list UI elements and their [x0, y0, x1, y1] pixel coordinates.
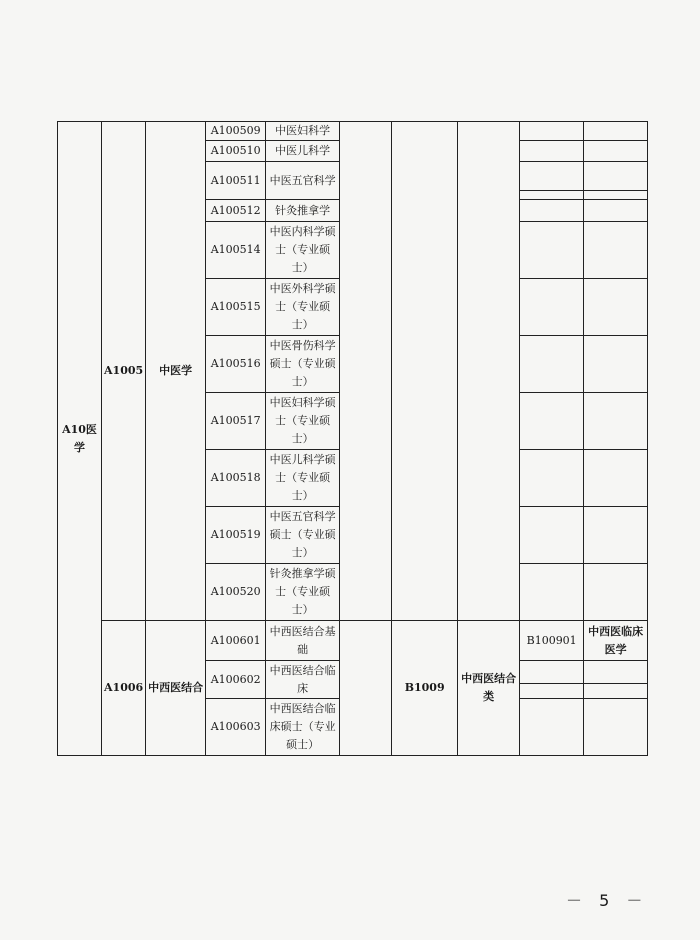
- sub-code-cell: [520, 122, 584, 141]
- item-name-cell: 中医骨伤科学硕士（专业硕士）: [266, 336, 340, 393]
- item-code-cell: A100601: [206, 621, 266, 661]
- sub-name-cell: [584, 699, 648, 756]
- sub-name-cell: [584, 200, 648, 222]
- sub-name-cell: 中西医临床医学: [584, 621, 648, 661]
- item-code-cell: A100602: [206, 661, 266, 699]
- sub-code-cell: [520, 141, 584, 162]
- item-code-cell: A100603: [206, 699, 266, 756]
- item-name-cell: 针灸推拿学硕士（专业硕士）: [266, 564, 340, 621]
- sub-code-cell: [520, 393, 584, 450]
- item-code-cell: A100510: [206, 141, 266, 162]
- sub-name-cell: [584, 222, 648, 279]
- item-name-cell: 中西医结合临床硕士（专业硕士）: [266, 699, 340, 756]
- item-name-cell: 中医五官科学硕士（专业硕士）: [266, 507, 340, 564]
- sub-code-cell: [520, 279, 584, 336]
- empty-cell: [340, 621, 392, 756]
- sub-name-cell: [584, 450, 648, 507]
- item-name-cell: 中医五官科学: [266, 162, 340, 200]
- sub-name-cell: [584, 122, 648, 141]
- sub-name-cell: [584, 661, 648, 699]
- item-code-cell: A100517: [206, 393, 266, 450]
- item-code-cell: A100512: [206, 200, 266, 222]
- sub-code-cell: [520, 507, 584, 564]
- item-name-cell: 针灸推拿学: [266, 200, 340, 222]
- item-code-cell: A100515: [206, 279, 266, 336]
- sub-code-cell: [520, 162, 584, 200]
- sub-name-cell: [584, 507, 648, 564]
- table-row: [58, 621, 648, 661]
- b-code-cell: B1009: [392, 621, 458, 756]
- item-code-cell: A100518: [206, 450, 266, 507]
- empty-cell: [340, 122, 392, 621]
- sub-name-cell: [584, 336, 648, 393]
- item-code-cell: A100511: [206, 162, 266, 200]
- group-name-cell: 中西医结合: [146, 621, 206, 756]
- page-number: － 5 －: [566, 891, 649, 910]
- catalog-table: [57, 121, 648, 756]
- group-code-cell: A1005: [102, 122, 146, 621]
- sub-code-cell: [520, 661, 584, 699]
- sub-name-cell: [584, 162, 648, 200]
- sub-code-cell: [520, 222, 584, 279]
- b-code-cell: [392, 122, 458, 621]
- item-name-cell: 中医妇科学: [266, 122, 340, 141]
- sub-name-cell: [584, 279, 648, 336]
- sub-name-cell: [584, 141, 648, 162]
- sub-code-cell: [520, 564, 584, 621]
- category-cell: A10医学: [58, 122, 102, 756]
- group-code-cell: A1006: [102, 621, 146, 756]
- group-name-cell: 中医学: [146, 122, 206, 621]
- sub-code-cell: [520, 699, 584, 756]
- sub-code-cell: [520, 450, 584, 507]
- sub-name-cell: [584, 564, 648, 621]
- table-row: [58, 122, 648, 141]
- item-name-cell: 中医内科学硕士（专业硕士）: [266, 222, 340, 279]
- item-code-cell: A100514: [206, 222, 266, 279]
- item-code-cell: A100509: [206, 122, 266, 141]
- item-name-cell: 中医儿科学: [266, 141, 340, 162]
- sub-code-cell: [520, 336, 584, 393]
- item-name-cell: 中西医结合临床: [266, 661, 340, 699]
- item-name-cell: 中医外科学硕士（专业硕士）: [266, 279, 340, 336]
- sub-name-cell: [584, 393, 648, 450]
- item-name-cell: 中西医结合基础: [266, 621, 340, 661]
- b-name-cell: [458, 122, 520, 621]
- item-code-cell: A100520: [206, 564, 266, 621]
- item-code-cell: A100516: [206, 336, 266, 393]
- item-name-cell: 中医妇科学硕士（专业硕士）: [266, 393, 340, 450]
- b-name-cell: 中西医结合类: [458, 621, 520, 756]
- sub-code-cell: [520, 200, 584, 222]
- sub-code-cell: B100901: [520, 621, 584, 661]
- item-name-cell: 中医儿科学硕士（专业硕士）: [266, 450, 340, 507]
- item-code-cell: A100519: [206, 507, 266, 564]
